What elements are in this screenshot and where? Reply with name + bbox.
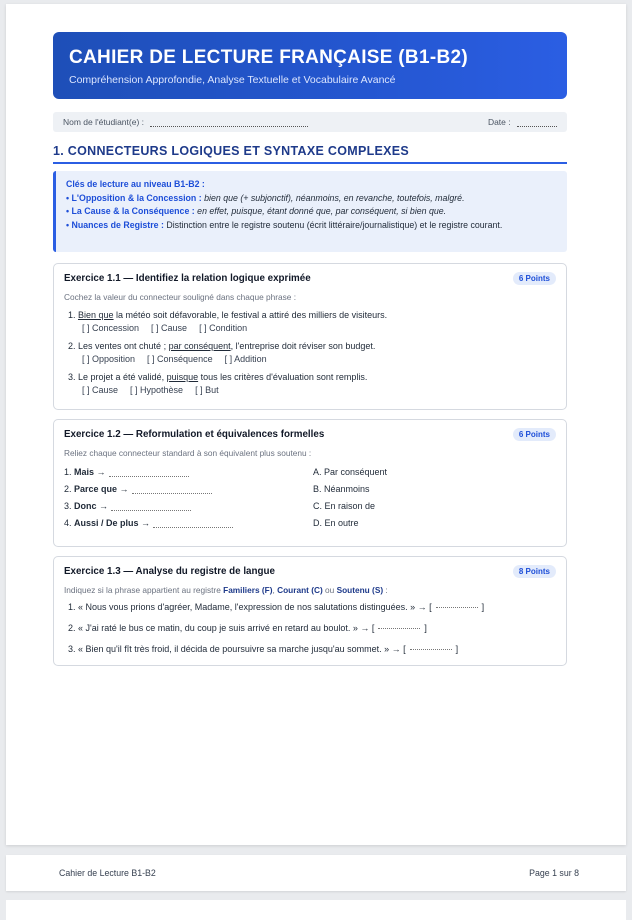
register-item: 3. « Bien qu'il fît très froid, il décida de poursuivre sa marche jusqu'au sommet. » → [ ] (68, 644, 459, 654)
answer-line[interactable] (153, 527, 233, 528)
match-left-item: 2. Parce que → (64, 484, 313, 494)
student-name-line[interactable] (150, 126, 308, 127)
date-line[interactable] (517, 126, 557, 127)
section-title: 1. CONNECTEURS LOGIQUES ET SYNTAXE COMPLEXES (53, 144, 567, 164)
exercise-1-1-card (53, 263, 567, 410)
page-footer (6, 855, 626, 891)
option-checkbox[interactable]: [ ] Addition (224, 354, 267, 364)
option-checkbox[interactable]: [ ] Concession (82, 323, 140, 333)
document-subtitle: Compréhension Approfondie, Analyse Textuelle et Vocabulaire Avancé (69, 74, 396, 86)
exercise-1-3-title: Exercice 1.3 — Analyse du registre de langue (64, 566, 275, 577)
answer-line[interactable] (132, 493, 212, 494)
question-item: 2. Les ventes ont chuté ; par conséquent, l'entreprise doit réviser son budget. [ ] Opposition [ ] Conséquence [ ] Addition (68, 341, 376, 364)
answer-blank[interactable] (378, 628, 420, 629)
keys-line-opposition: • L'Opposition & la Concession : bien que (+ subjonctif), néanmoins, en revanche, toutefois, malgré. (66, 192, 465, 203)
match-right-item: B. Néanmoins (313, 484, 370, 494)
option-checkbox[interactable]: [ ] Cause (82, 385, 119, 395)
document-title: CAHIER DE LECTURE FRANÇAISE (B1-B2) (69, 47, 468, 68)
matching-grid (64, 467, 556, 528)
student-name-field[interactable] (63, 117, 308, 127)
exercise-1-3-instruction: Indiquez si la phrase appartient au registre Familiers (F), Courant (C) ou Soutenu (S) : (64, 585, 388, 595)
register-item: 2. « J'ai raté le bus ce matin, du coup je suis arrivé en retard au boulot. » → [ ] (68, 623, 427, 633)
exercise-1-2-title: Exercice 1.2 — Reformulation et équivalences formelles (64, 429, 325, 440)
option-checkbox[interactable]: [ ] Hypothèse (130, 385, 184, 395)
exercise-1-2-instruction: Reliez chaque connecteur standard à son équivalent plus soutenu : (64, 448, 312, 458)
keys-line-registre: • Nuances de Registre : Distinction entre le registre soutenu (écrit littéraire/journalistique) et le registre courant. (66, 219, 503, 230)
next-page-edge (6, 900, 626, 920)
answer-line[interactable] (109, 476, 189, 477)
match-left-item: 1. Mais → (64, 467, 313, 477)
answer-blank[interactable] (436, 607, 478, 608)
match-left-item: 3. Donc → (64, 501, 313, 511)
student-info-bar (53, 112, 567, 132)
page-number: Page 1 sur 8 (529, 868, 579, 878)
exercise-1-1-title: Exercice 1.1 — Identifiez la relation logique exprimée (64, 273, 311, 284)
answer-blank[interactable] (410, 649, 452, 650)
exercise-1-1-instruction: Cochez la valeur du connecteur souligné dans chaque phrase : (64, 292, 297, 302)
match-right-item: C. En raison de (313, 501, 376, 511)
match-left-item: 4. Aussi / De plus → (64, 518, 313, 528)
date-field[interactable] (488, 117, 557, 127)
exercise-1-3-card (53, 556, 567, 666)
match-right-item: A. Par conséquent (313, 467, 388, 477)
option-checkbox[interactable]: [ ] Cause (151, 323, 188, 333)
points-badge: 6 Points (513, 428, 556, 441)
option-checkbox[interactable]: [ ] Conséquence (147, 354, 213, 364)
exercise-1-2-card (53, 419, 567, 547)
footer-title: Cahier de Lecture B1-B2 (59, 868, 156, 878)
option-checkbox[interactable]: [ ] Opposition (82, 354, 136, 364)
document-header (53, 32, 567, 99)
student-name-label: Nom de l'étudiant(e) : (63, 117, 144, 127)
reading-keys-box (53, 171, 567, 252)
question-item: 3. Le projet a été validé, puisque tous les critères d'évaluation sont remplis. [ ] Cause [ ] Hypothèse [ ] But (68, 372, 368, 395)
register-item: 1. « Nous vous prions d'agréer, Madame, l'expression de nos salutations distinguées. » → [ ] (68, 602, 485, 612)
question-item: 1. Bien que la météo soit défavorable, le festival a attiré des milliers de visiteurs. [ ] Concession [ ] Cause [ ] Condition (68, 310, 388, 333)
points-badge: 6 Points (513, 272, 556, 285)
option-checkbox[interactable]: [ ] But (195, 385, 219, 395)
points-badge: 8 Points (513, 565, 556, 578)
option-checkbox[interactable]: [ ] Condition (199, 323, 248, 333)
date-label: Date : (487, 117, 511, 127)
answer-line[interactable] (111, 510, 191, 511)
exercise-1-1-items (64, 309, 556, 397)
keys-heading: Clés de lecture au niveau B1-B2 : (66, 179, 205, 189)
match-right-item: D. En outre (313, 518, 359, 528)
keys-line-cause: • La Cause & la Conséquence : en effet, puisque, étant donné que, par conséquent, si bien que. (66, 206, 447, 216)
